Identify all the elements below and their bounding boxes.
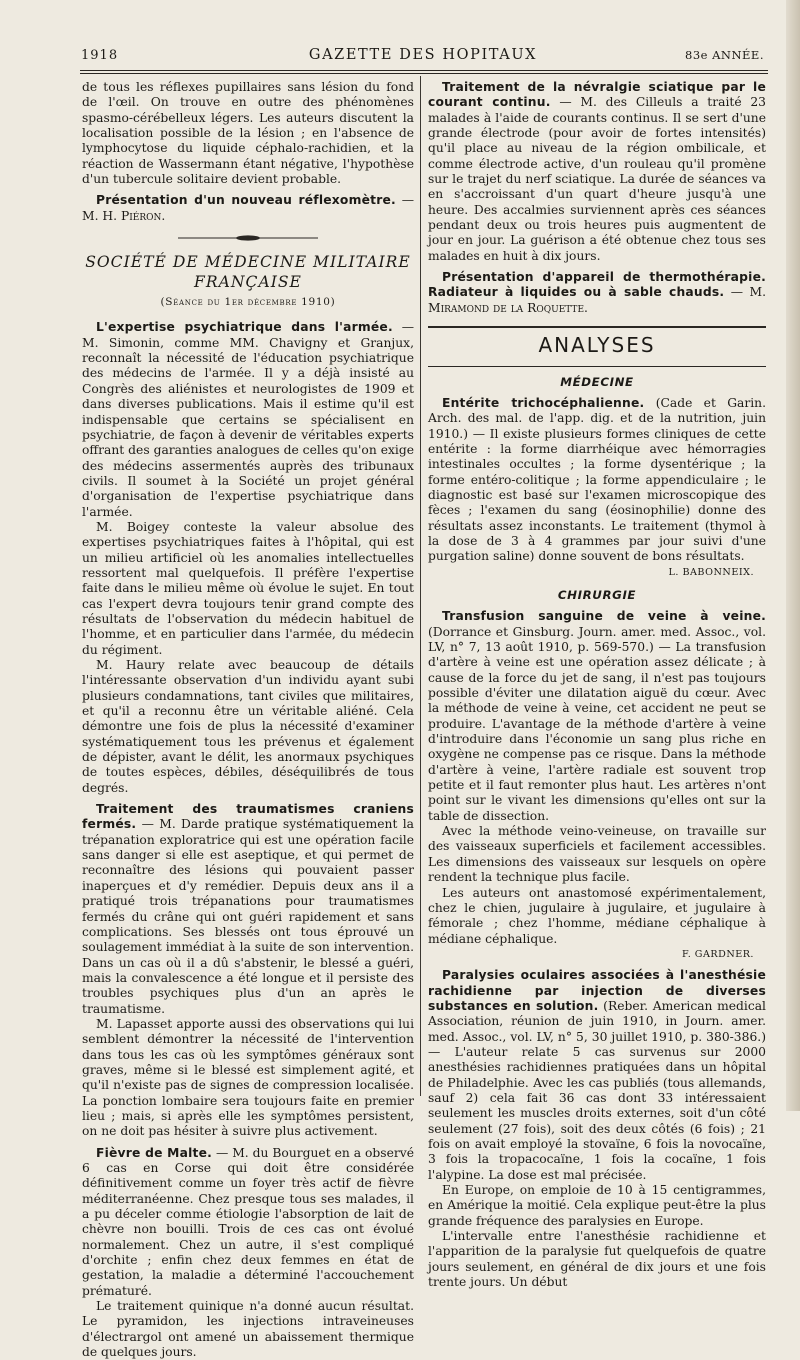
transfusion-paragraph-3: Les auteurs ont anastomosé expérimentalement, chez le chien, jugulaire à jugulaire, et jugulaire à fémorale ; chez l'homme, médiane céphalique à médiane céphalique.	[428, 885, 766, 946]
transfusion-entry	[428, 609, 766, 824]
traumatismes-title: Traitement des traumatismes craniens fermés.	[82, 802, 414, 832]
analyses-banner	[428, 326, 766, 366]
reflexometre-entry	[82, 193, 414, 224]
sciatique-text: — M. des Cilleuls a traité 23 malades à l'aide de courants continus. Il se sert d'une grande électrode (pour avoir de fortes intensités) qu'il place au niveau de la région ombilicale, et comme électrode active, d'un rouleau qu'il promène sur le trajet du nerf sciatique. La durée de séances va en s'accroissant d'un quart d'heure jusqu'à une heure. Des accalmies surviennent après ces séances pendant deux ou trois heures puis augmentent de jour en jour. La guérison a été obtenue chez tous ses malades en huit à dix jours.	[428, 95, 766, 263]
medecine-heading: MÉDECINE	[560, 374, 634, 389]
psychiatrie-entry	[82, 320, 414, 519]
malte-entry	[82, 1146, 414, 1299]
chirurgie-heading: CHIRURGIE	[557, 587, 637, 602]
page-edge	[786, 0, 800, 1111]
psychiatrie-title: L'expertise psychiatrique dans l'armée.	[96, 320, 393, 335]
malte-treatment-paragraph: Le traitement quinique n'a donné aucun résultat. Le pyramidon, les injections intraveineuses d'électrargol ont amené un abaissement thermique de quelques jours.	[82, 1299, 414, 1360]
enterite-signature: L. BABONNEIX.	[668, 566, 754, 578]
year-label: 83e ANNÉE.	[685, 48, 764, 62]
enterite-entry	[428, 396, 766, 565]
analyses-heading: ANALYSES	[538, 333, 656, 358]
transfusion-text: — La transfusion d'artère à veine est une opération assez délicate ; à cause de la force du jet de sang, il n'est pas toujours possible d'éviter une dilatation aiguë du cœur. Avec la méthode de veine à veine, cet accident ne peut se produire. L'avantage de la méthode d'artère à veine d'introduire dans l'économie un sang plus riche en oxygène ne compense pas ce risque. Dans la méthode d'artère à veine, l'artère radiale est souvent trop petite et il faut remonter plus haut. Les artères n'ont point sur le vivant les dimensions qu'elles ont sur la table de dissection.	[428, 640, 766, 823]
reflexometre-author: — M. H. Piéron.	[82, 193, 414, 223]
enterite-text: — Il existe plusieurs formes cliniques de cette entérite : la forme diarrhéique avec hémorragies intestinales occultes ; la forme dysentérique ; la forme entéro-colitique ; la forme appendiculaire ; le diagnostic est basé sur l'examen microscopique des fèces ; l'examen du sang (éosinophilie) donne des résultats assez inconstants. Le traitement (thymol à la dose de 3 à 4 grammes par jour suivi d'une purgation saline) donne souvent de bons résultats.	[428, 426, 766, 564]
header-rule-top	[80, 70, 768, 71]
page-header	[76, 44, 770, 68]
paralysies-text: — L'auteur relate 5 cas survenus sur 2000 anesthésies rachidiennes pratiquées dans un hôpital de Philadelphie. Avec les cas publiés (tous allemands, sauf 2) cela fait 36 cas dont 33 intéressaient seulement les muscles droits externes, soit d'un côté seulement (27 fois), soit des deux côtés (6 fois) ; 21 fois on avait employé la stovaïne, 6 fois la novocaïne, 3 fois la tropacocaïne, 1 fois la cocaïne, 1 fois l'alypine. La dose est mal précisée.	[428, 1044, 766, 1182]
paralysies-reference: (Reber. American medical Association, réunion de juin 1910, in Journ. amer. med. Assoc., vol. LV, n° 5, 30 juillet 1910, p. 380-386.)	[428, 998, 766, 1044]
thermotherapie-author: — M. Miramond de la Roquette.	[428, 285, 766, 315]
journal-title: GAZETTE DES HOPITAUX	[308, 47, 538, 63]
header-rule-bottom	[80, 73, 768, 74]
sciatique-title: Traitement de la névralgie sciatique par le courant continu.	[428, 80, 766, 110]
enterite-title: Entérite trichocéphalienne.	[442, 395, 645, 410]
reflexometre-title: Présentation d'un nouveau réflexomètre.	[96, 193, 396, 208]
society-heading: SOCIÉTÉ DE MÉDECINE MILITAIRE FRANÇAISE	[85, 253, 411, 292]
transfusion-signature: F. GARDNER.	[682, 948, 754, 960]
malte-text: — M. du Bourguet en a observé 6 cas en Corse qui doit être considérée définitivement comme un foyer très actif de fièvre méditerranéenne. Chez presque tous ses malades, il a pu déceler comme étiologie l'absorption de lait de chèvre non bouilli. Trois de ces cas ont évolué normalement. Chez un autre, il s'est compliqué d'orchite ; enfin chez deux femmes en état de gestation, la maladie a déterminé l'accouchement prématuré.	[82, 1145, 414, 1298]
left-column	[82, 80, 414, 1360]
traumatismes-text: — M. Darde pratique systématiquement la trépanation exploratrice qui est une opération facile sans danger si elle est aseptique, et qui permet de reconnaître des lésions qui pouvaient passer inaperçues et d'y remédier. Depuis deux ans il a pratiqué trois trépanations pour traumatismes fermés du crâne qui ont guéri rapidement et sans complications. Ses blessés ont tous éprouvé un soulagement immédiat à la suite de son intervention. Dans un cas où il a dû s'abstenir, le blessé a guéri, mais la convalescence a été longue et il persiste des troubles psychiques plus d'un an après le traumatisme.	[82, 817, 414, 1016]
lapasset-paragraph: M. Lapasset apporte aussi des observations qui lui semblent démontrer la nécessité de l'intervention dans tous les cas où les symptômes généraux sont graves, même si le blessé est simplement agité, et qu'il n'existe pas de signes de compression localisée. La ponction lombaire sera toujours faite en premier lieu ; mais, si après elle les symptômes persistent, on ne doit pas hésiter à suivre plus activement.	[82, 1016, 414, 1139]
thermotherapie-entry	[428, 270, 766, 316]
session-date: (Séance du 1er décembre 1910)	[160, 296, 336, 309]
paralysies-paragraph-3: L'intervalle entre l'anesthésie rachidienne et l'apparition de la paralysie fut quelquefois de quatre jours seulement, en général de dix jours et une fois trente jours. Un début	[428, 1229, 766, 1290]
paralysies-entry	[428, 968, 766, 1183]
section-ornament	[178, 234, 318, 242]
transfusion-title: Transfusion sanguine de veine à veine.	[442, 609, 766, 624]
boigey-paragraph: M. Boigey conteste la valeur absolue des expertises psychiatriques faites à l'hôpital, qui est un milieu artificiel où les anomalies intellectuelles ressortent mal quelquefois. Il préfère l'expertise faite dans le milieu même où évolue le sujet. En tout cas l'expert devra toujours tenir grand compte des résultats de l'observation du médecin habituel de l'homme, et en particulier dans l'armée, du médecin du régiment.	[82, 519, 414, 657]
continued-paragraph: de tous les réflexes pupillaires sans lésion du fond de l'œil. On trouve en outre des phénomènes spasmo-cérébelleux légers. Les auteurs discutent la localisation possible de la lésion ; en l'absence de lymphocytose du liquide céphalo-rachidien, et la réaction de Wassermann étant négative, l'hypothèse d'un tubercule solitaire devient probable.	[82, 80, 414, 187]
page-number: 1918	[81, 48, 119, 63]
psychiatrie-text: — M. Simonin, comme MM. Chavigny et Granjux, reconnaît la nécessité de l'éducation psychiatrique des médecins de l'armée. Il y a déjà insisté au Congrès des aliénistes et neurologistes de 1909 et dans diverses publications. Mais il estime qu'il est indispensable que certains se spécialisent en psychiatrie, de façon à devenir de véritables experts offrant des garanties analogues de celles qu'on exige des médecins assermentés auprès des tribunaux civils. Il soumet à la Société un projet général d'organisation de l'expertise psychiatrique dans l'armée.	[82, 320, 414, 519]
transfusion-paragraph-2: Avec la méthode veino-veineuse, on travaille sur des vaisseaux superficiels et facilement accessibles. Les dimensions des vaisseaux sur lesquels on opère rendent la technique plus facile.	[428, 824, 766, 885]
paralysies-paragraph-2: En Europe, on emploie de 10 à 15 centigrammes, en Amérique la moitié. Cela explique peut-être la plus grande fréquence des paralysies en Europe.	[428, 1183, 766, 1228]
column-divider	[420, 76, 421, 1096]
traumatismes-entry	[82, 802, 414, 1017]
sciatique-entry	[428, 80, 766, 264]
paralysies-title: Paralysies oculaires associées à l'anesthésie rachidienne par injection de diverses substances en solution.	[428, 968, 766, 1013]
transfusion-reference: (Dorrance et Ginsburg. Journ. amer. med. Assoc., vol. LV, n° 7, 13 août 1910, p. 569-570.)	[428, 624, 766, 654]
enterite-reference: (Cade et Garin. Arch. des mal. de l'app. dig. et de la nutrition, juin 1910.)	[428, 395, 766, 441]
malte-title: Fièvre de Malte.	[96, 1145, 212, 1160]
haury-paragraph: M. Haury relate avec beaucoup de détails l'intéressante observation d'un individu ayant subi plusieurs condamnations, tant civiles que militaires, et qu'il a reconnu être un véritable aliéné. Cela démontre une fois de plus la nécessité d'examiner systématiquement tous les prévenus et également de dépister, avant le délit, les anormaux psychiques de toutes espèces, débiles, déséquilibrés de tous degrés.	[82, 658, 414, 795]
thermotherapie-title: Présentation d'appareil de thermothérapie. Radiateur à liquides ou à sable chauds.	[428, 270, 766, 300]
right-column	[428, 80, 766, 1290]
